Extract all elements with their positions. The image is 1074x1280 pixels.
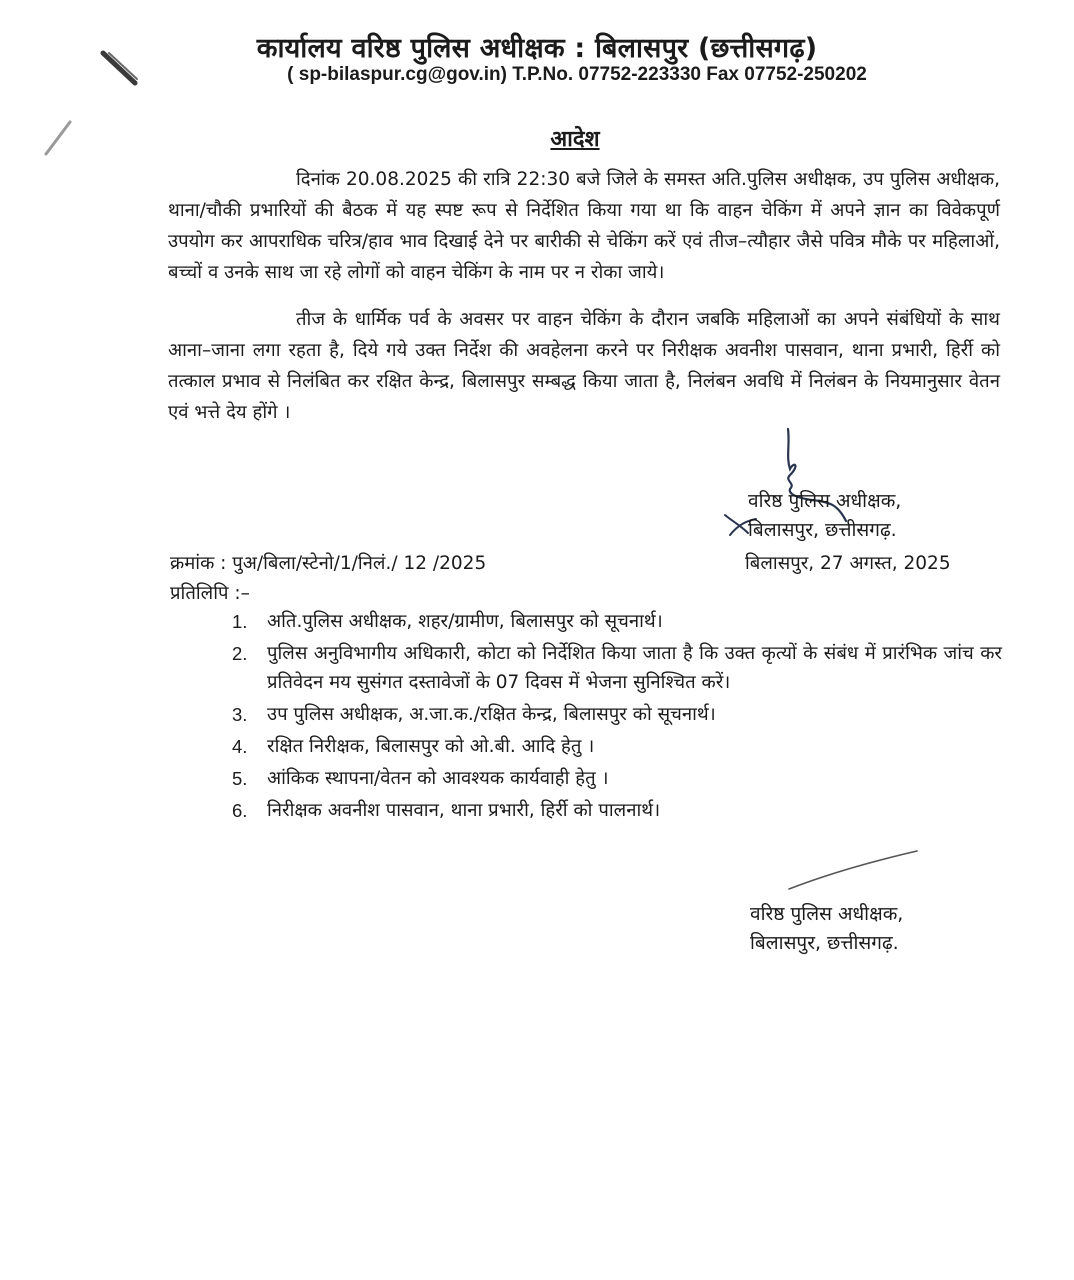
list-item: 5. आंकिक स्थापना/वेतन को आवश्यक कार्यवाही हेतु । bbox=[232, 768, 609, 789]
order-heading: आदेश bbox=[550, 127, 600, 152]
office-title: कार्यालय वरिष्ठ पुलिस अधीक्षक : बिलासपुर (छत्तीसगढ़) bbox=[256, 33, 818, 64]
signatory-designation: वरिष्ठ पुलिस अधीक्षक, bbox=[750, 903, 904, 925]
signatory-block-2 bbox=[750, 900, 903, 958]
list-item: 1. अति.पुलिस अधीक्षक, शहर/ग्रामीण, बिलासपुर को सूचनार्थ। bbox=[232, 611, 663, 632]
copy-to-label: प्रतिलिपि :– bbox=[170, 583, 250, 604]
copy-list bbox=[232, 607, 1002, 828]
order-paragraph-1: दिनांक 20.08.2025 की रात्रि 22:30 बजे जिले के समस्त अति.पुलिस अधीक्षक, उप पुलिस अधीक्षक, थाना/चौकी प्रभारियों की बैठक में यह स्पष्ट रूप से निर्देशित किया गया था कि वाहन चेकिंग में अपने ज्ञान का विवेकपूर्ण उपयोग कर आपराधिक चरित्र/हाव भाव दिखाई देने पर बारीकी से चेकिंग करें एवं तीज–त्यौहार जैसे पवित्र मौके पर महिलाओं, बच्चों व उनके साथ जा रहे लोगों को वाहन चेकिंग के नाम पर न रोका जाये। bbox=[168, 169, 1000, 283]
list-item: 3. उप पुलिस अधीक्षक, अ.जा.क./रक्षित केन्द्र, बिलासपुर को सूचनार्थ। bbox=[232, 704, 716, 725]
reference-number: क्रमांक : पुअ/बिला/स्टेनो/1/निलं./ 12 /2025 bbox=[170, 553, 487, 574]
order-paragraph-2: तीज के धार्मिक पर्व के अवसर पर वाहन चेकिंग के दौरान जबकि महिलाओं का अपने संबंधियों के साथ आना–जाना लगा रहता है, दिये गये उक्त निर्देश की अवहेलना करने पर निरीक्षक अवनीश पासवान, थाना प्रभारी, हिर्री को तत्काल प्रभाव से निलंबित कर रक्षित केन्द्र, बिलासपुर सम्बद्ध किया जाता है, निलंबन अवधि में निलंबन के नियमानुसार वेतन एवं भत्ते देय होंगे । bbox=[168, 309, 1000, 423]
list-item: 2. पुलिस अनुविभागीय अधिकारी, कोटा को निर्देशित किया जाता है कि उक्त कृत्यों के संबंध में प्रारंभिक जांच कर प्रतिवेदन मय सुसंगत दस्तावेजों के 07 दिवस में भेजना सुनिश्चित करें। bbox=[232, 643, 1002, 693]
signatory-designation: वरिष्ठ पुलिस अधीक्षक, bbox=[748, 490, 902, 512]
office-contact: ( sp-bilaspur.cg@gov.in) T.P.No. 07752-223330 Fax 07752-250202 bbox=[287, 64, 867, 85]
signature-mark-2 bbox=[785, 845, 925, 895]
signatory-location: बिलासपुर, छत्तीसगढ़. bbox=[750, 932, 899, 954]
list-item: 6. निरीक्षक अवनीश पासवान, थाना प्रभारी, हिर्री को पालनार्थ। bbox=[232, 800, 661, 821]
order-date: बिलासपुर, 27 अगस्त, 2025 bbox=[745, 553, 951, 574]
signatory-location: बिलासपुर, छत्तीसगढ़. bbox=[748, 519, 897, 541]
signatory-block-1 bbox=[748, 487, 901, 545]
list-item: 4. रक्षित निरीक्षक, बिलासपुर को ओ.बी. आदि हेतु । bbox=[232, 736, 595, 757]
